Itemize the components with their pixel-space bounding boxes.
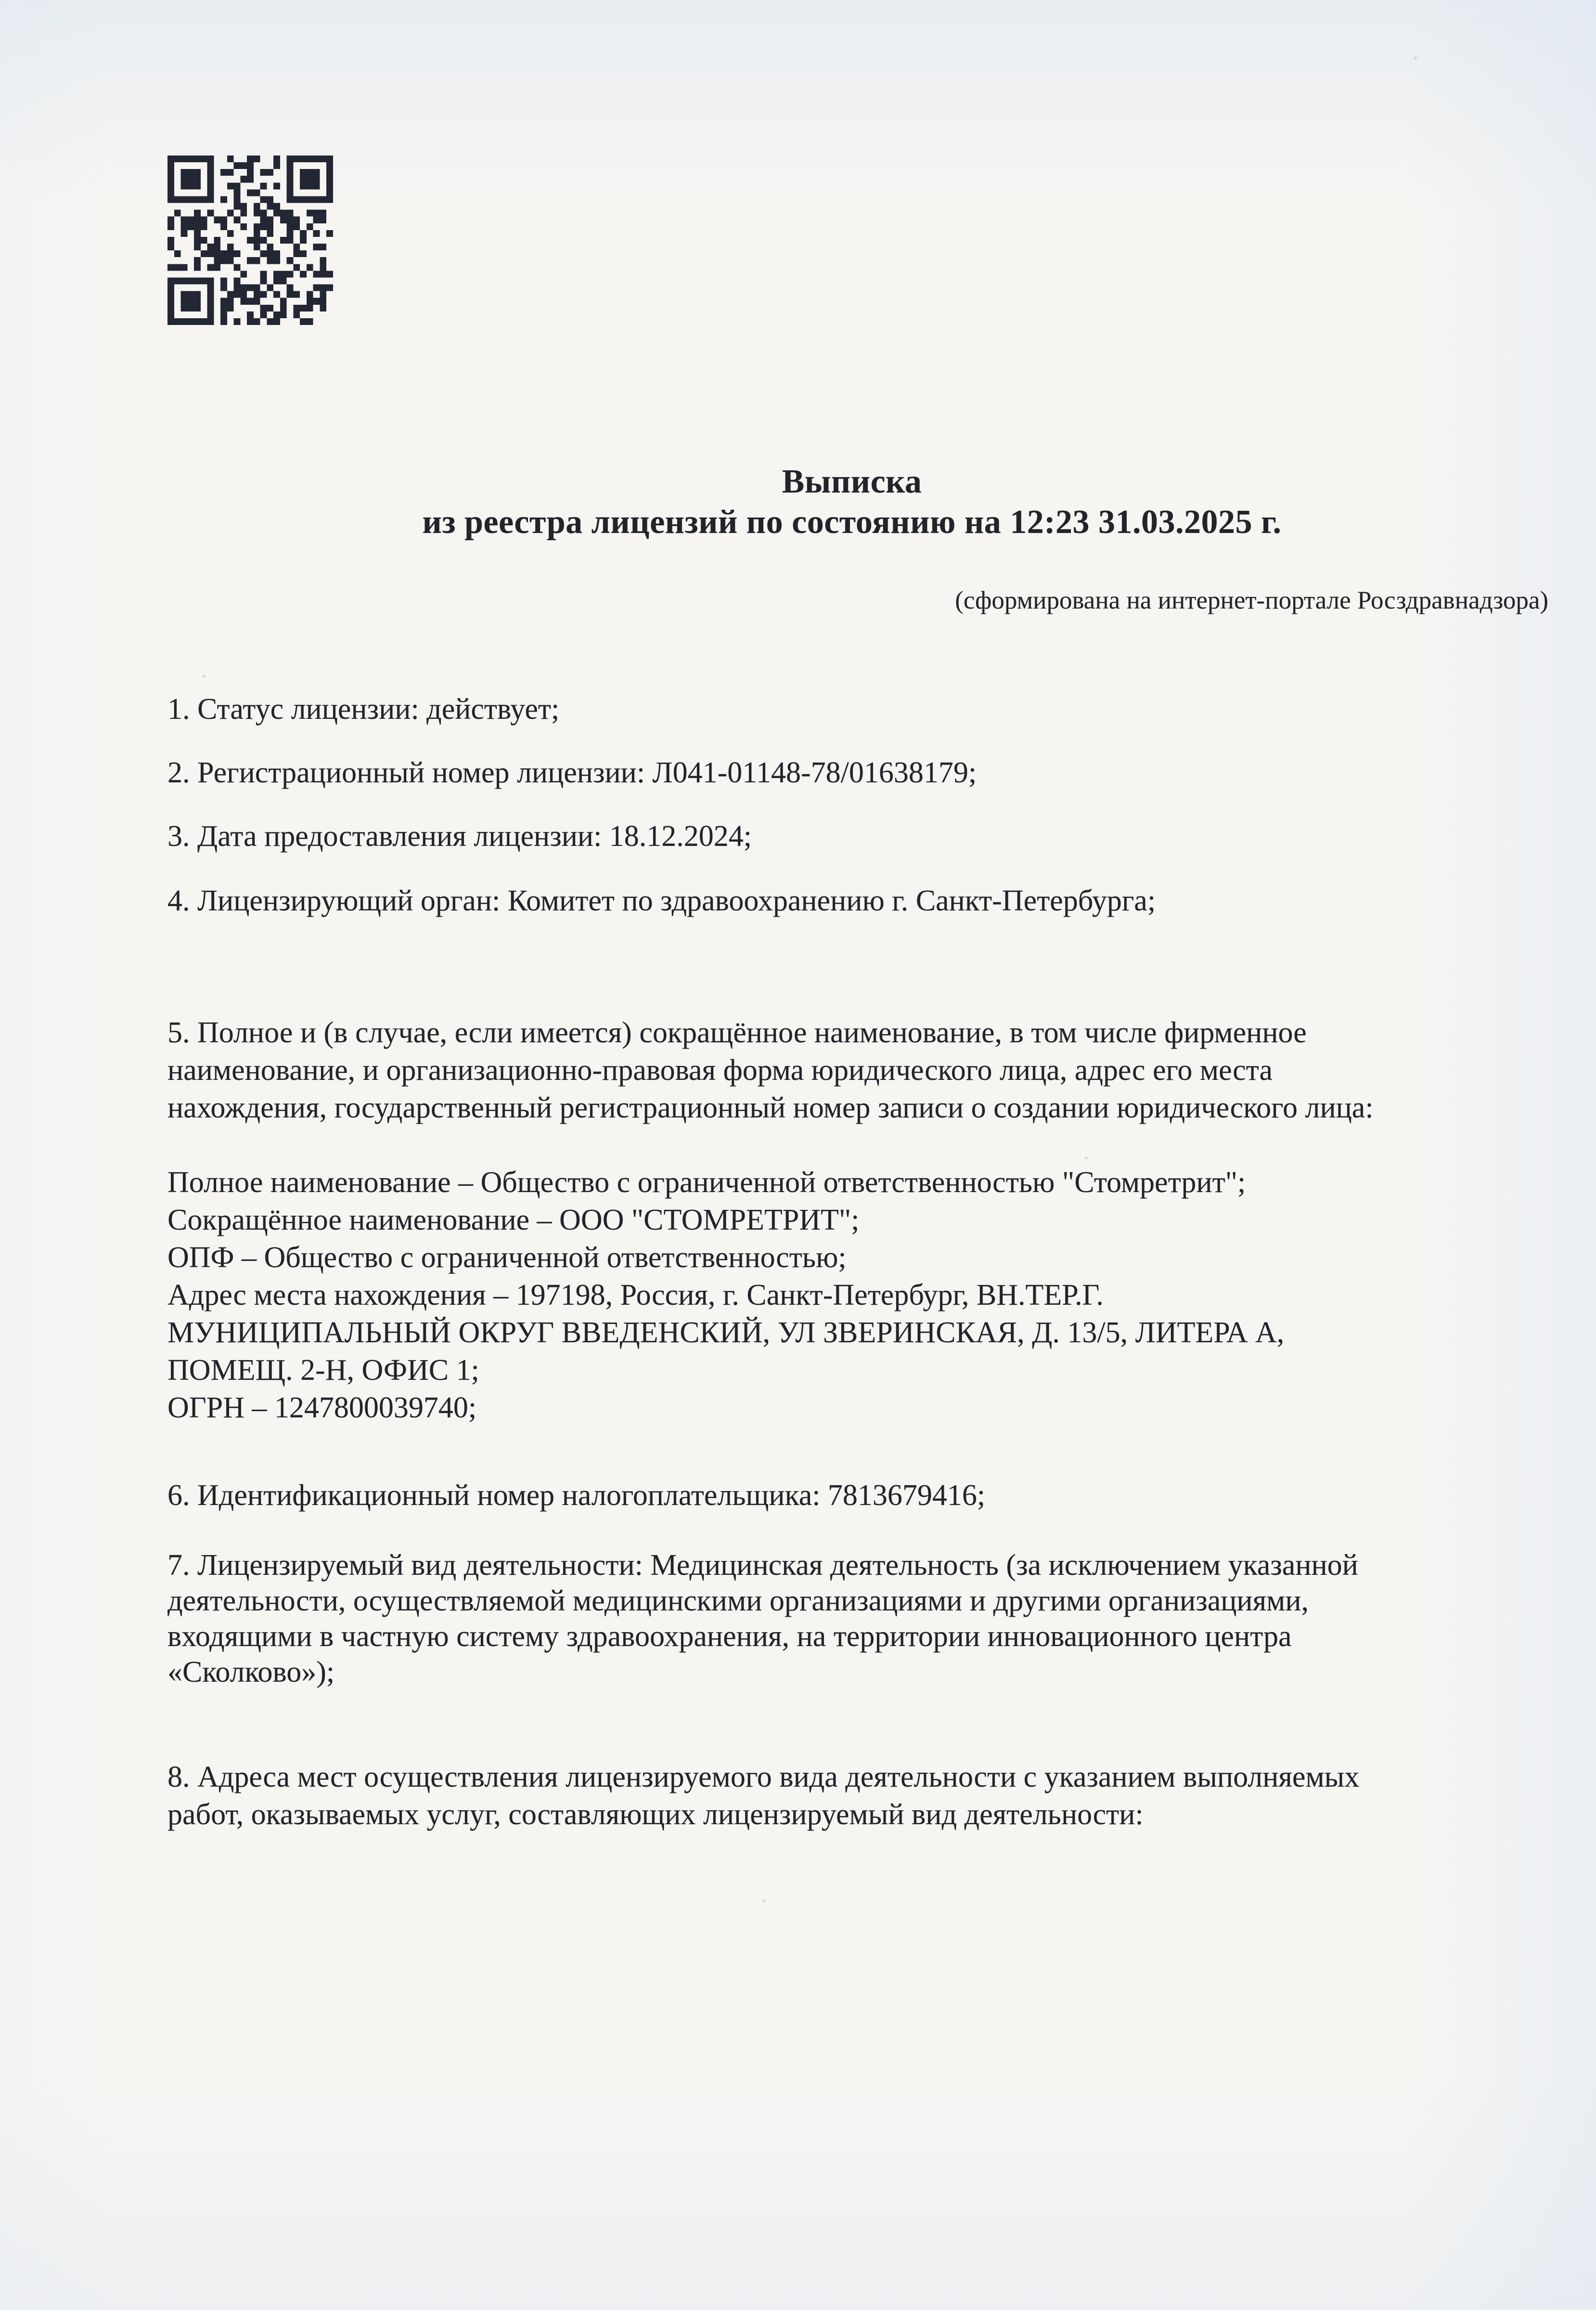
company-details-block — [167, 1164, 1284, 1427]
address-line: Адрес места нахождения – 197198, Россия, г. Санкт-Петербург, ВН.ТЕР.Г. — [167, 1279, 1104, 1311]
paragraph-line: наименование, и организационно-правовая форма юридического лица, адрес его места — [167, 1054, 1273, 1087]
full-name-line: Полное наименование – Общество с ограниченной ответственностью "Стомретрит"; — [167, 1166, 1246, 1199]
paragraph-line: работ, оказываемых услуг, составляющих лицензируемый вид деятельности: — [167, 1798, 1144, 1831]
item5-paragraph — [167, 1014, 1374, 1127]
paragraph-line: деятельности, осуществляемой медицинскими организациями и другими организациями, — [167, 1584, 1309, 1617]
scan-speck — [1414, 57, 1417, 60]
document-title — [108, 462, 1596, 543]
title-line-1: Выписка — [782, 463, 922, 500]
inn-line: 6. Идентификационный номер налогоплательщика: 7813679416; — [167, 1479, 986, 1512]
short-name-line: Сокращённое наименование – ООО "СТОМРЕТРИТ"; — [167, 1204, 860, 1236]
paragraph-line: «Сколково»); — [167, 1656, 335, 1688]
license-status-line: 1. Статус лицензии: действует; — [167, 693, 560, 726]
scan-speck — [763, 1899, 766, 1902]
opf-line: ОПФ – Общество с ограниченной ответственностью; — [167, 1241, 847, 1274]
licensing-authority-line: 4. Лицензирующий орган: Комитет по здравоохранению г. Санкт-Петербурга; — [167, 884, 1156, 917]
paragraph-line: 5. Полное и (в случае, если имеется) сокращённое наименование, в том числе фирменное — [167, 1016, 1307, 1049]
qr-code-icon — [167, 156, 333, 325]
paragraph-line: входящими в частную систему здравоохранения, на территории инновационного центра — [167, 1620, 1292, 1653]
grant-date-line: 3. Дата предоставления лицензии: 18.12.2024; — [167, 820, 752, 853]
address-line: МУНИЦИПАЛЬНЫЙ ОКРУГ ВВЕДЕНСКИЙ, УЛ ЗВЕРИНСКАЯ, Д. 13/5, ЛИТЕРА А, — [167, 1316, 1285, 1349]
paragraph-line: 7. Лицензируемый вид деятельности: Медицинская деятельность (за исключением указанной — [167, 1549, 1358, 1582]
addresses-paragraph — [167, 1758, 1359, 1833]
ogrn-line: ОГРН – 1247800039740; — [167, 1391, 477, 1424]
paragraph-line: 8. Адреса мест осуществления лицензируемого вида деятельности с указанием выполняемых — [167, 1761, 1360, 1793]
registration-number-line: 2. Регистрационный номер лицензии: Л041-01148-78/01638179; — [167, 756, 977, 789]
formation-note: (сформирована на интернет-портале Росздравнадзора) — [955, 586, 1548, 614]
scan-speck — [1085, 1156, 1088, 1159]
title-line-2: из реестра лицензий по состоянию на 12:23 31.03.2025 г. — [422, 504, 1282, 541]
paragraph-line: нахождения, государственный регистрационный номер записи о создании юридического лица: — [167, 1091, 1374, 1124]
scan-speck — [203, 675, 206, 678]
address-line: ПОМЕЩ. 2-Н, ОФИС 1; — [167, 1354, 479, 1387]
activity-paragraph — [167, 1547, 1358, 1690]
